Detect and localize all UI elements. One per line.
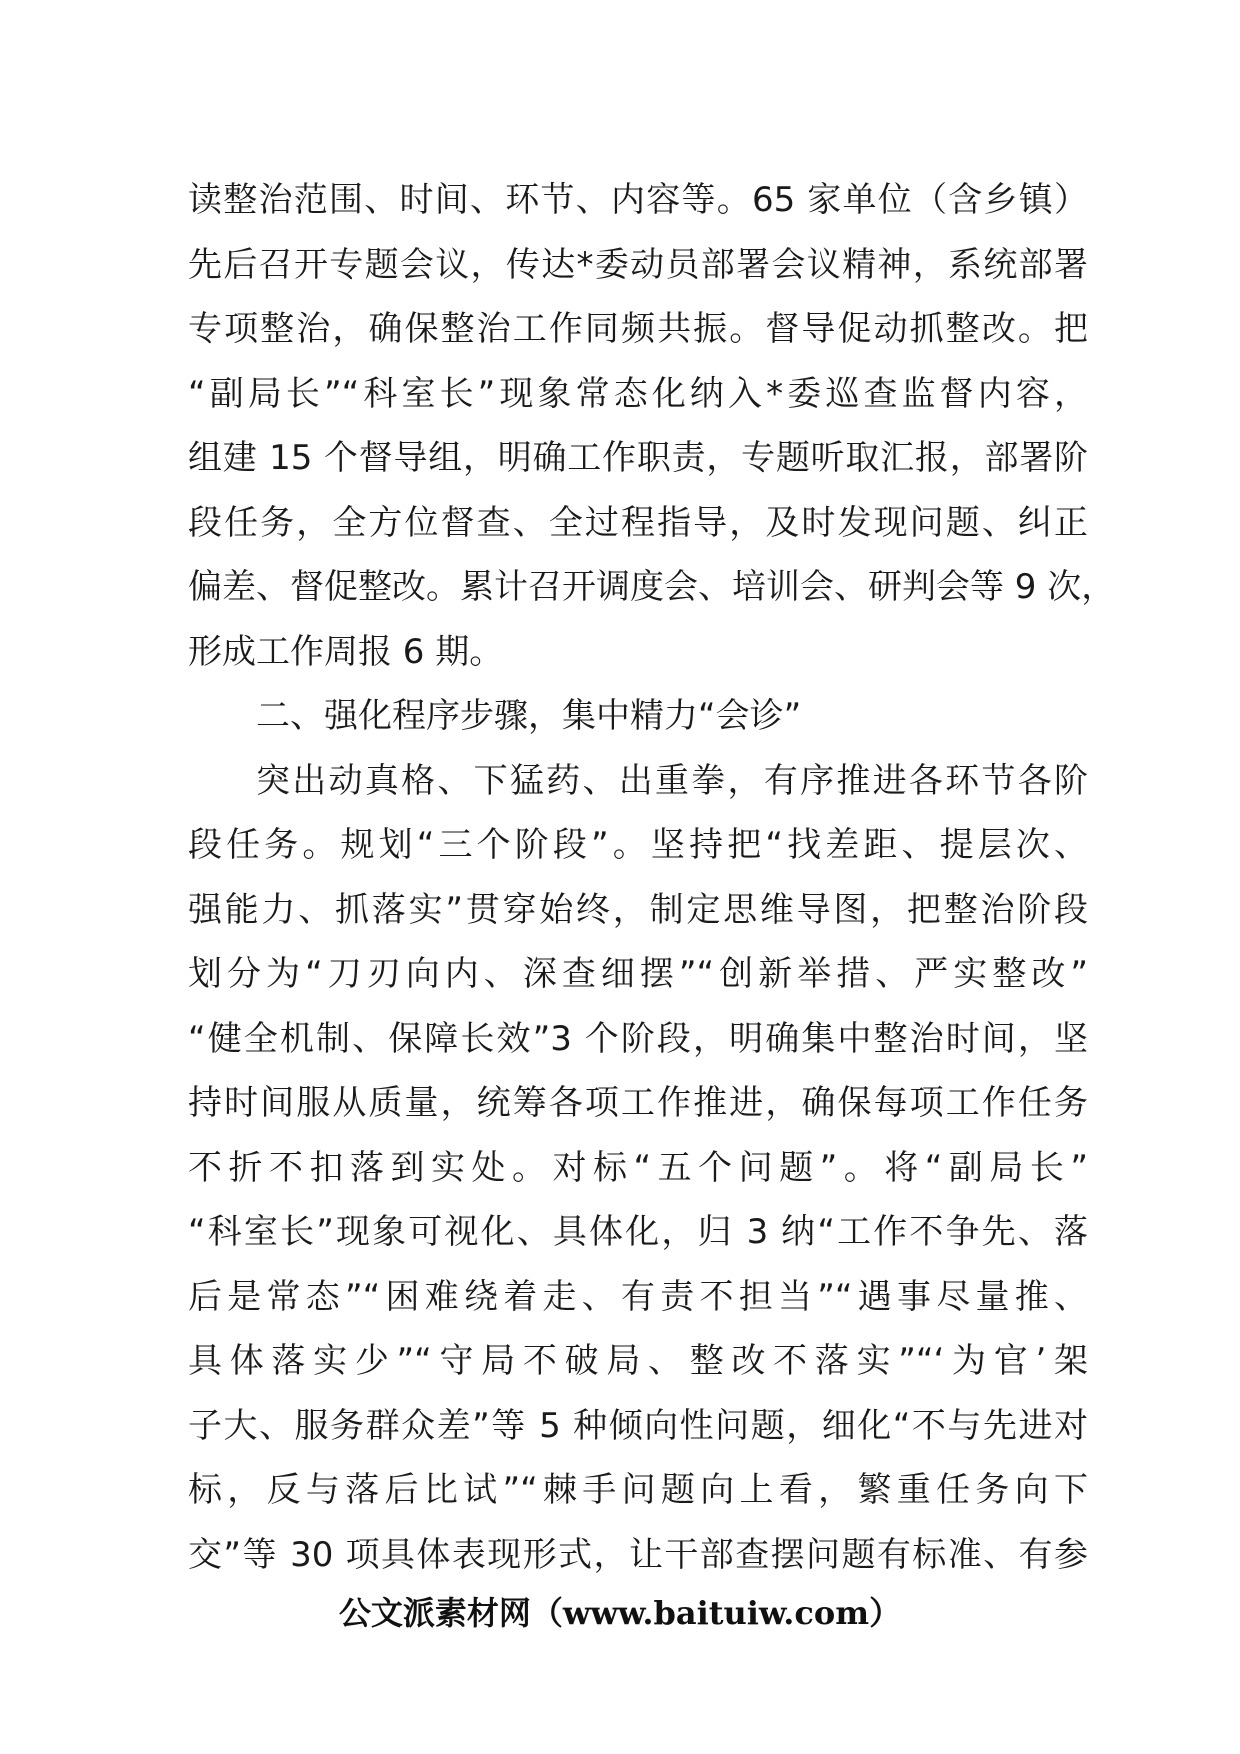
text-line: 读整治范围、时间、环节、内容等。65 家单位（含乡镇）	[188, 180, 1088, 220]
text-line: 强能力、抓落实”贯穿始终，制定思维导图，把整治阶段	[188, 889, 1088, 930]
text-line: 形成工作周报 6 期。	[188, 631, 504, 672]
text-line: 段任务，全方位督查、全过程指导，及时发现问题、纠正	[188, 502, 1088, 543]
text-line: 持时间服从质量，统筹各项工作推进，确保每项工作任务	[188, 1083, 1088, 1123]
text-line: 段任务。规划“三个阶段”。坚持把“找差距、提层次、	[188, 825, 1088, 865]
document-body	[188, 168, 1116, 1587]
text-line: 后是常态”“困难绕着走、有责不担当”“遇事尽量推、	[188, 1276, 1088, 1317]
text-line: “副局长”“科室长”现象常态化纳入*委巡查监督内容，	[188, 373, 1088, 414]
text-line: 划分为“刀刃向内、深查细摆”“创新举措、严实整改”	[188, 954, 1088, 994]
text-line: 组建 15 个督导组，明确工作职责，专题听取汇报，部署阶	[188, 438, 1088, 478]
text-line: 专项整治，确保整治工作同频共振。督导促动抓整改。把	[188, 309, 1088, 349]
text-line: 标，反与落后比试”“棘手问题向上看，繁重任务向下	[188, 1470, 1088, 1510]
text-line: 先后召开专题会议，传达*委动员部署会议精神，系统部署	[188, 244, 1088, 285]
text-line: 突出动真格、下猛药、出重拳，有序推进各环节各阶	[256, 760, 1088, 801]
text-line: “健全机制、保障长效”3 个阶段，明确集中整治时间，坚	[188, 1018, 1088, 1059]
footer-watermark: 公文派素材网（www.baituiw.com）	[338, 1594, 902, 1632]
text-line: 子大、服务群众差”等 5 种倾向性问题，细化“不与先进对	[188, 1405, 1088, 1446]
text-line: 具体落实少”“守局不破局、整改不落实”“‘为官’架	[188, 1341, 1088, 1381]
section-heading: 二、强化程序步骤，集中精力“会诊”	[256, 696, 802, 736]
text-line: 不折不扣落到实处。对标“五个问题”。将“副局长”	[188, 1147, 1088, 1188]
text-line: 偏差、督促整改。累计召开调度会、培训会、研判会等 9 次，	[188, 567, 1116, 607]
text-line: 交”等 30 项具体表现形式，让干部查摆问题有标准、有参	[188, 1534, 1088, 1575]
text-line: “科室长”现象可视化、具体化，归 3 纳“工作不争先、落	[188, 1212, 1088, 1252]
